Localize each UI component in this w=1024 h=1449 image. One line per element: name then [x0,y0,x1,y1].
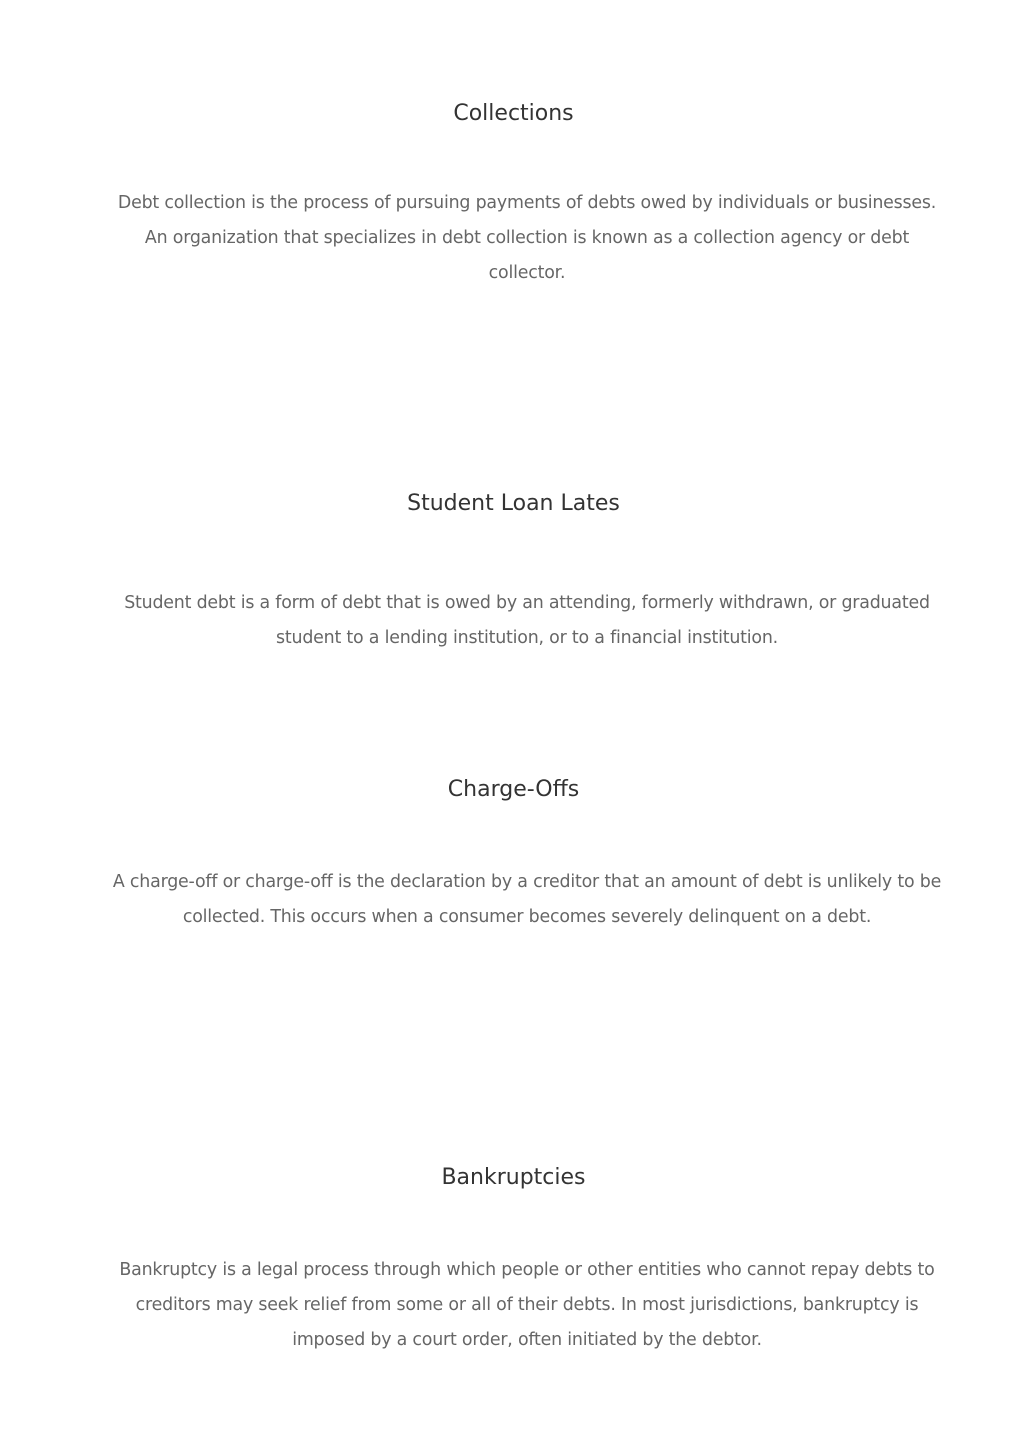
collections-heading: Collections [453,101,574,126]
bankruptcies-heading: Bankruptcies [441,1165,586,1190]
collections-description: Debt collection is the process of pursuing payments of debts owed by individuals or businesses. An organization that specializes in debt collection is known as a collection agency or debt collector. [117,193,937,283]
charge-offs-heading: Charge-Offs [447,777,580,802]
bankruptcies-description: Bankruptcy is a legal process through which people or other entities who cannot repay debts to creditors may seek relief from some or all of their debts. In most jurisdictions, bankruptcy is imposed by a court order, often initiated by the debtor. [119,1260,935,1350]
student-loan-lates-description: Student debt is a form of debt that is owed by an attending, formerly withdrawn, or graduated student to a lending institution, or to a financial institution. [124,593,930,648]
student-loan-lates-heading: Student Loan Lates [407,491,620,516]
charge-offs-description: A charge-off or charge-off is the declaration by a creditor that an amount of debt is unlikely to be collected. This occurs when a consumer becomes severely delinquent on a debt. [112,872,942,927]
